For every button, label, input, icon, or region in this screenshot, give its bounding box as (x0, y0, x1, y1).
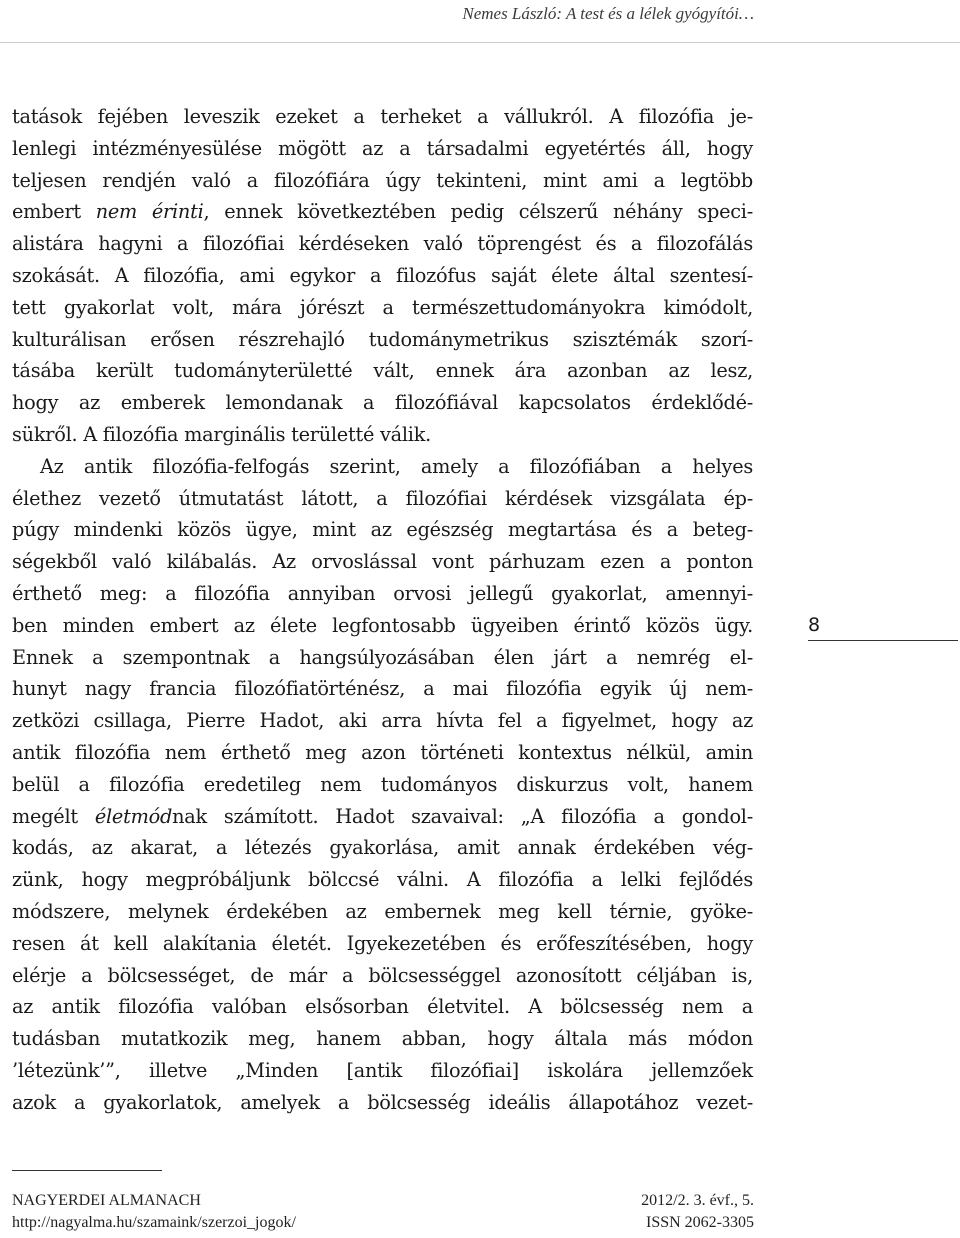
text-segment: elérje a bölcsességet, de már a bölcsességgel azonosított céljában is, (12, 963, 753, 987)
footer-row-bottom (12, 1212, 754, 1234)
text-line (12, 737, 753, 769)
text-line (12, 419, 753, 451)
page-footer (12, 1190, 754, 1234)
text-segment: tett gyakorlat volt, mára jórészt a természettudományokra kimódolt, (12, 295, 753, 319)
text-line (12, 1087, 753, 1119)
text-segment: kulturálisan erősen részrehajló tudománymetrikus szisztémák szorí- (12, 327, 753, 351)
text-segment: embert (12, 200, 96, 224)
text-segment: azok a gyakorlatok, amelyek a bölcsesség ideális állapotához vezet- (12, 1090, 753, 1114)
footer-row-top (12, 1190, 754, 1212)
text-line (12, 292, 753, 324)
text-segment: nak számított. Hadot szavaival: „A filozófia a gondol- (172, 804, 753, 828)
text-line (12, 991, 753, 1023)
text-line (12, 832, 753, 864)
text-line (12, 769, 753, 801)
text-segment: ben minden embert az élete legfontosabb ügyeiben érintő közös ügy. (12, 613, 753, 637)
running-header: Nemes László: A test és a lélek gyógyítói… (462, 4, 754, 23)
text-segment: élethez vezető útmutatást látott, a filozófiai kérdések vizsgálata ép- (12, 486, 753, 510)
italic-text: életmód (94, 804, 173, 828)
text-line (12, 355, 753, 387)
text-segment: kodás, az akarat, a létezés gyakorlása, amit annak érdekében vég- (12, 836, 753, 860)
text-line (12, 801, 753, 833)
text-line (12, 483, 753, 515)
text-segment: az antik filozófia valóban elsősorban életvitel. A bölcsesség nem a (12, 995, 753, 1019)
text-line (12, 514, 753, 546)
text-segment: tatások fejében leveszik ezeket a terheket a vállukról. A filozófia je- (12, 105, 753, 128)
text-segment: antik filozófia nem érthető meg azon történeti kontextus nélkül, amin (12, 740, 753, 764)
text-line (12, 864, 753, 896)
text-line (12, 896, 753, 928)
text-segment: teljesen rendjén való a filozófiára úgy tekinteni, mint ami a legtöbb (12, 168, 753, 192)
text-line (12, 1055, 753, 1087)
text-segment: alistára hagyni a filozófiai kérdéseken való töprengést és a filozofálás (12, 232, 753, 256)
text-line (12, 260, 753, 292)
footer-publication: NAGYERDEI ALMANACH (12, 1192, 201, 1209)
text-line (12, 960, 753, 992)
text-segment: Ennek a szempontnak a hangsúlyozásában élen járt a nemrég el- (12, 645, 753, 669)
text-segment: sükről. A filozófia marginális területté válik. (12, 422, 432, 446)
text-segment: érthető meg: a filozófia annyiban orvosi jellegű gyakorlat, amennyi- (12, 581, 753, 605)
text-segment: tudásban mutatkozik meg, hanem abban, hogy általa más módon (12, 1027, 753, 1051)
text-line (12, 228, 753, 260)
footer-rule (12, 1170, 162, 1171)
text-line (12, 673, 753, 705)
text-segment: tásába került tudományterületté vált, ennek ára azonban az lesz, (12, 359, 753, 383)
footer-url[interactable]: http://nagyalma.hu/szamaink/szerzoi_jogok/ (12, 1214, 296, 1231)
text-segment: lenlegi intézményesülése mögött az a társadalmi egyetértés áll, hogy (12, 136, 753, 160)
footer-issue: 2012/2. 3. évf., 5. (641, 1192, 754, 1209)
text-line (12, 324, 753, 356)
text-segment: zünk, hogy megpróbáljunk bölccsé válni. A filozófia a lelki fejlődés (12, 868, 753, 892)
header-rule (0, 42, 960, 43)
text-line (12, 451, 753, 483)
text-segment: zetközi csillaga, Pierre Hadot, aki arra hívta fel a figyelmet, hogy az (12, 709, 753, 733)
text-line (12, 705, 753, 737)
text-segment: megélt (12, 804, 95, 828)
text-line (12, 642, 753, 674)
text-line (12, 578, 753, 610)
text-segment: Az antik filozófia-felfogás szerint, amely a filozófiában a helyes (40, 454, 753, 478)
text-segment: módszere, melynek érdekében az embernek meg kell térnie, gyöke- (12, 899, 753, 923)
text-segment: szokását. A filozófia, ami egykor a filozófus saját élete által szentesí- (12, 263, 753, 287)
text-line (12, 133, 753, 165)
text-line (12, 165, 753, 197)
text-line (12, 546, 753, 578)
body-text (12, 101, 753, 1119)
text-line (12, 196, 753, 228)
text-line (12, 610, 753, 642)
page-number: 8 (808, 614, 958, 641)
text-segment: púgy mindenki közös ügye, mint az egészség megtartása és a beteg- (12, 518, 753, 542)
text-segment: resen át kell alakítania életét. Igyekezetében és erőfeszítésében, hogy (12, 931, 753, 955)
text-line (12, 387, 753, 419)
footer-issn: ISSN 2062-3305 (645, 1214, 754, 1231)
italic-text: nem érinti (95, 200, 204, 224)
text-segment: ségekből való kilábalás. Az orvoslással vont párhuzam ezen a ponton (12, 550, 753, 574)
text-segment: ’létezünk’”, illetve „Minden [antik filozófiai] iskolára jellemzőek (12, 1058, 753, 1082)
text-segment: , ennek következtében pedig célszerű néhány speci- (203, 200, 753, 224)
text-line (12, 101, 753, 133)
text-segment: hunyt nagy francia filozófiatörténész, a mai filozófia egyik új nem- (12, 677, 753, 701)
text-segment: hogy az emberek lemondanak a filozófiával kapcsolatos érdeklődé- (12, 391, 753, 415)
text-line (12, 928, 753, 960)
text-line (12, 1023, 753, 1055)
text-segment: belül a filozófia eredetileg nem tudományos diskurzus volt, hanem (12, 772, 753, 796)
